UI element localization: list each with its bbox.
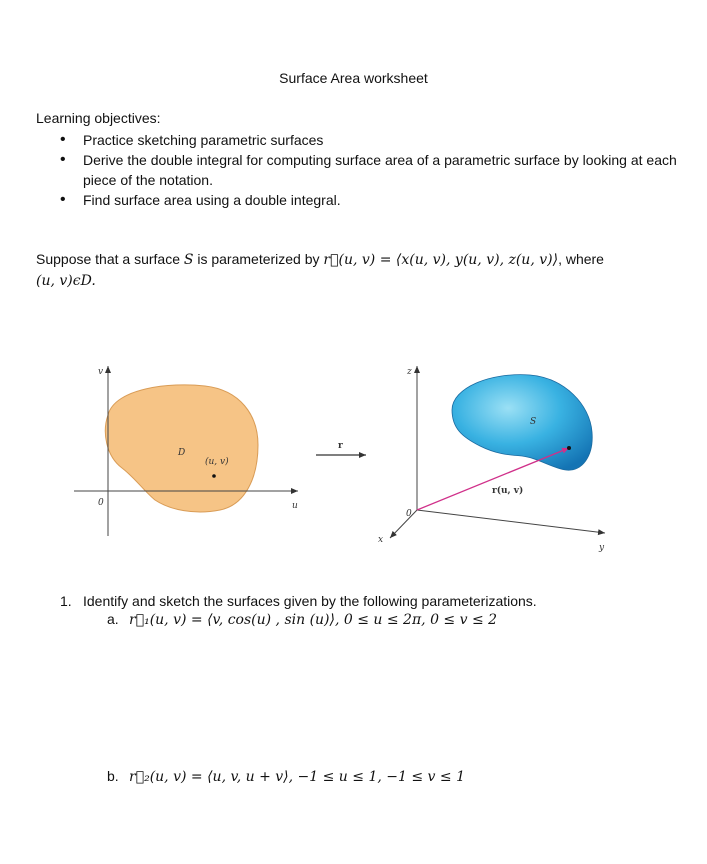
- intro-text-3: , where: [558, 251, 604, 267]
- right-origin-label: 0: [406, 509, 412, 519]
- left-origin-label: 0: [98, 498, 104, 508]
- learning-objectives-heading: Learning objectives:: [36, 110, 161, 126]
- domain-expression: (u, v)ϵD.: [36, 273, 96, 289]
- surface-symbol: S: [183, 252, 194, 268]
- u-axis-label: u: [292, 501, 298, 511]
- z-axis-label: z: [407, 367, 412, 377]
- question-1-number: 1.: [60, 593, 72, 609]
- region-d-label: D: [178, 448, 186, 458]
- parametric-surface-figure: [60, 360, 620, 560]
- objective-item: • Practice sketching parametric surfaces: [60, 130, 680, 150]
- parameterization-expression: r⃗(u, v) = ⟨x(u, v), y(u, v), z(u, v)⟩: [323, 252, 559, 268]
- x-axis: [390, 510, 417, 538]
- position-vector: [417, 448, 569, 510]
- question-1b-expression: r⃗₂(u, v) = ⟨u, v, u + v⟩, −1 ≤ u ≤ 1, −1 ≤ v ≤ 1: [129, 769, 465, 785]
- objective-item: • Find surface area using a double integral.: [60, 190, 680, 210]
- intro-paragraph: [36, 249, 676, 291]
- mapping-label: r: [338, 441, 343, 451]
- question-1-text: Identify and sketch the surfaces given by the following parameterizations.: [83, 593, 537, 609]
- surface-point: [567, 446, 571, 450]
- intro-text-2: is parameterized by: [193, 251, 324, 267]
- question-1a-label: a.: [107, 611, 119, 627]
- learning-objectives-list: [60, 130, 680, 210]
- position-vector-label: r(u, v): [492, 486, 524, 496]
- y-axis-label: y: [599, 543, 605, 553]
- question-1b: [107, 768, 465, 785]
- objective-item: • Derive the double integral for computing surface area of a parametric surface by looking at each piece of the notation.: [60, 150, 680, 190]
- x-axis-label: x: [378, 535, 384, 545]
- question-1b-label: b.: [107, 768, 119, 784]
- worksheet-title: Surface Area worksheet: [279, 70, 428, 86]
- question-1: [60, 593, 537, 609]
- surface-s: [452, 375, 592, 471]
- y-axis: [417, 510, 605, 533]
- question-1a-expression: r⃗₁(u, v) = ⟨v, cos(u) , sin (u)⟩, 0 ≤ u ≤ 2π, 0 ≤ v ≤ 2: [129, 612, 498, 628]
- surface-s-label: S: [530, 417, 537, 427]
- v-axis-label: v: [98, 367, 104, 377]
- question-1a: [107, 611, 497, 628]
- point-uv: [212, 474, 216, 478]
- point-uv-label: (u, v): [205, 457, 229, 467]
- intro-text-1: Suppose that a surface: [36, 251, 184, 267]
